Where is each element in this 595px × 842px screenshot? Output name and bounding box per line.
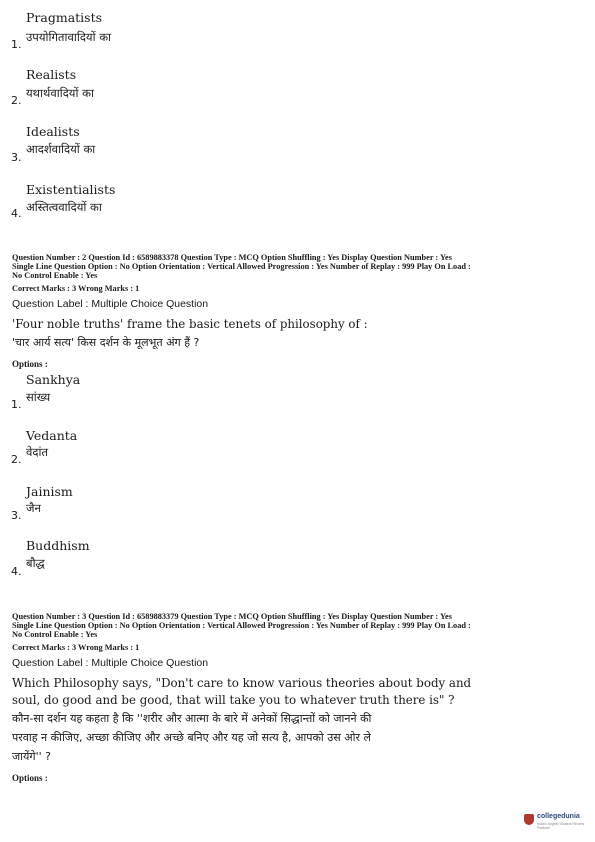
option-text-en: Jainism bbox=[26, 484, 73, 499]
metadata-line: Single Line Question Option : No Option Orientation : Vertical Allowed Progression : Yes Number of Replay : 999 Play On Load : bbox=[12, 262, 471, 271]
metadata-line: Single Line Question Option : No Option Orientation : Vertical Allowed Progression : Yes Number of Replay : 999 Play On Load : bbox=[12, 621, 471, 630]
collegedunia-logo bbox=[524, 810, 590, 832]
marks-line: Correct Marks : 3 Wrong Marks : 1 bbox=[12, 284, 140, 293]
option-text-en: Pragmatists bbox=[26, 10, 103, 25]
metadata-line: No Control Enable : Yes bbox=[12, 630, 98, 639]
option-text-hi: यथार्थवादियों का bbox=[26, 86, 94, 100]
q2-question-text-hi: 'चार आर्य सत्य' किस दर्शन के मूलभूत अंग हैं ? bbox=[12, 336, 200, 349]
option-text-en: Idealists bbox=[26, 124, 80, 139]
metadata-line: Question Number : 3 Question Id : 6589883379 Question Type : MCQ Option Shuffling : Yes Display Question Number : Yes bbox=[12, 612, 452, 621]
marks-line: Correct Marks : 3 Wrong Marks : 1 bbox=[12, 643, 140, 652]
option-text-en: Sankhya bbox=[26, 372, 81, 387]
q3-options-label: Options : bbox=[12, 773, 48, 783]
option-text-hi: जैन bbox=[26, 501, 41, 515]
q3-question-text-hi-line-3: जायेंगे'' ? bbox=[12, 750, 51, 763]
q3-metadata bbox=[12, 612, 584, 652]
q3-question-label: Question Label : Multiple Choice Question bbox=[12, 657, 209, 669]
option-text-en: Existentialists bbox=[26, 182, 116, 197]
q3-question-text-en-line-2: soul, do good and be good, that will take you to whatever truth there is" ? bbox=[12, 693, 455, 707]
option-number: 2. bbox=[11, 94, 22, 107]
metadata-line: Question Number : 2 Question Id : 6589883378 Question Type : MCQ Option Shuffling : Yes Display Question Number : Yes bbox=[12, 253, 452, 262]
q3-question-text-hi-line-2: परवाह न कीजिए, अच्छा कीजिए और अच्छे बनिए और यह जो सत्य है, आपको उस ओर ले bbox=[12, 731, 371, 744]
logo-tagline: India's largest Student Review Platform bbox=[537, 822, 584, 830]
option-number: 4. bbox=[11, 207, 22, 220]
option-number: 2. bbox=[11, 453, 22, 466]
q2-options-label: Options : bbox=[12, 359, 48, 369]
option-number: 4. bbox=[11, 565, 22, 578]
logo-mark-icon bbox=[524, 814, 534, 825]
option-number: 1. bbox=[11, 38, 22, 51]
option-text-hi: बौद्ध bbox=[26, 556, 45, 570]
logo-name: collegedunia bbox=[537, 813, 580, 820]
option-text-hi: सांख्य bbox=[26, 390, 51, 404]
option-number: 1. bbox=[11, 398, 22, 411]
q2-question-text-en: 'Four noble truths' frame the basic tenets of philosophy of : bbox=[12, 317, 368, 331]
option-text-hi: आदर्शवादियों का bbox=[26, 142, 96, 156]
option-text-hi: अस्तित्ववादियों का bbox=[26, 200, 102, 214]
q3-question-text-en-line-1: Which Philosophy says, "Don't care to know various theories about body and bbox=[12, 676, 472, 690]
option-text-en: Vedanta bbox=[26, 428, 78, 443]
option-text-en: Realists bbox=[26, 67, 77, 82]
option-text-en: Buddhism bbox=[26, 538, 90, 553]
q2-metadata bbox=[12, 253, 584, 293]
option-number: 3. bbox=[11, 151, 22, 164]
q2-question-label: Question Label : Multiple Choice Question bbox=[12, 298, 209, 310]
metadata-line: No Control Enable : Yes bbox=[12, 271, 98, 280]
option-number: 3. bbox=[11, 509, 22, 522]
q3-question-text-hi-line-1: कौन-सा दर्शन यह कहता है कि ''शरीर और आत्मा के बारे में अनेकों सिद्धान्तों को जानने की bbox=[12, 712, 372, 725]
option-text-hi: वेदांत bbox=[26, 445, 49, 459]
option-text-hi: उपयोगितावादियों का bbox=[26, 30, 112, 44]
